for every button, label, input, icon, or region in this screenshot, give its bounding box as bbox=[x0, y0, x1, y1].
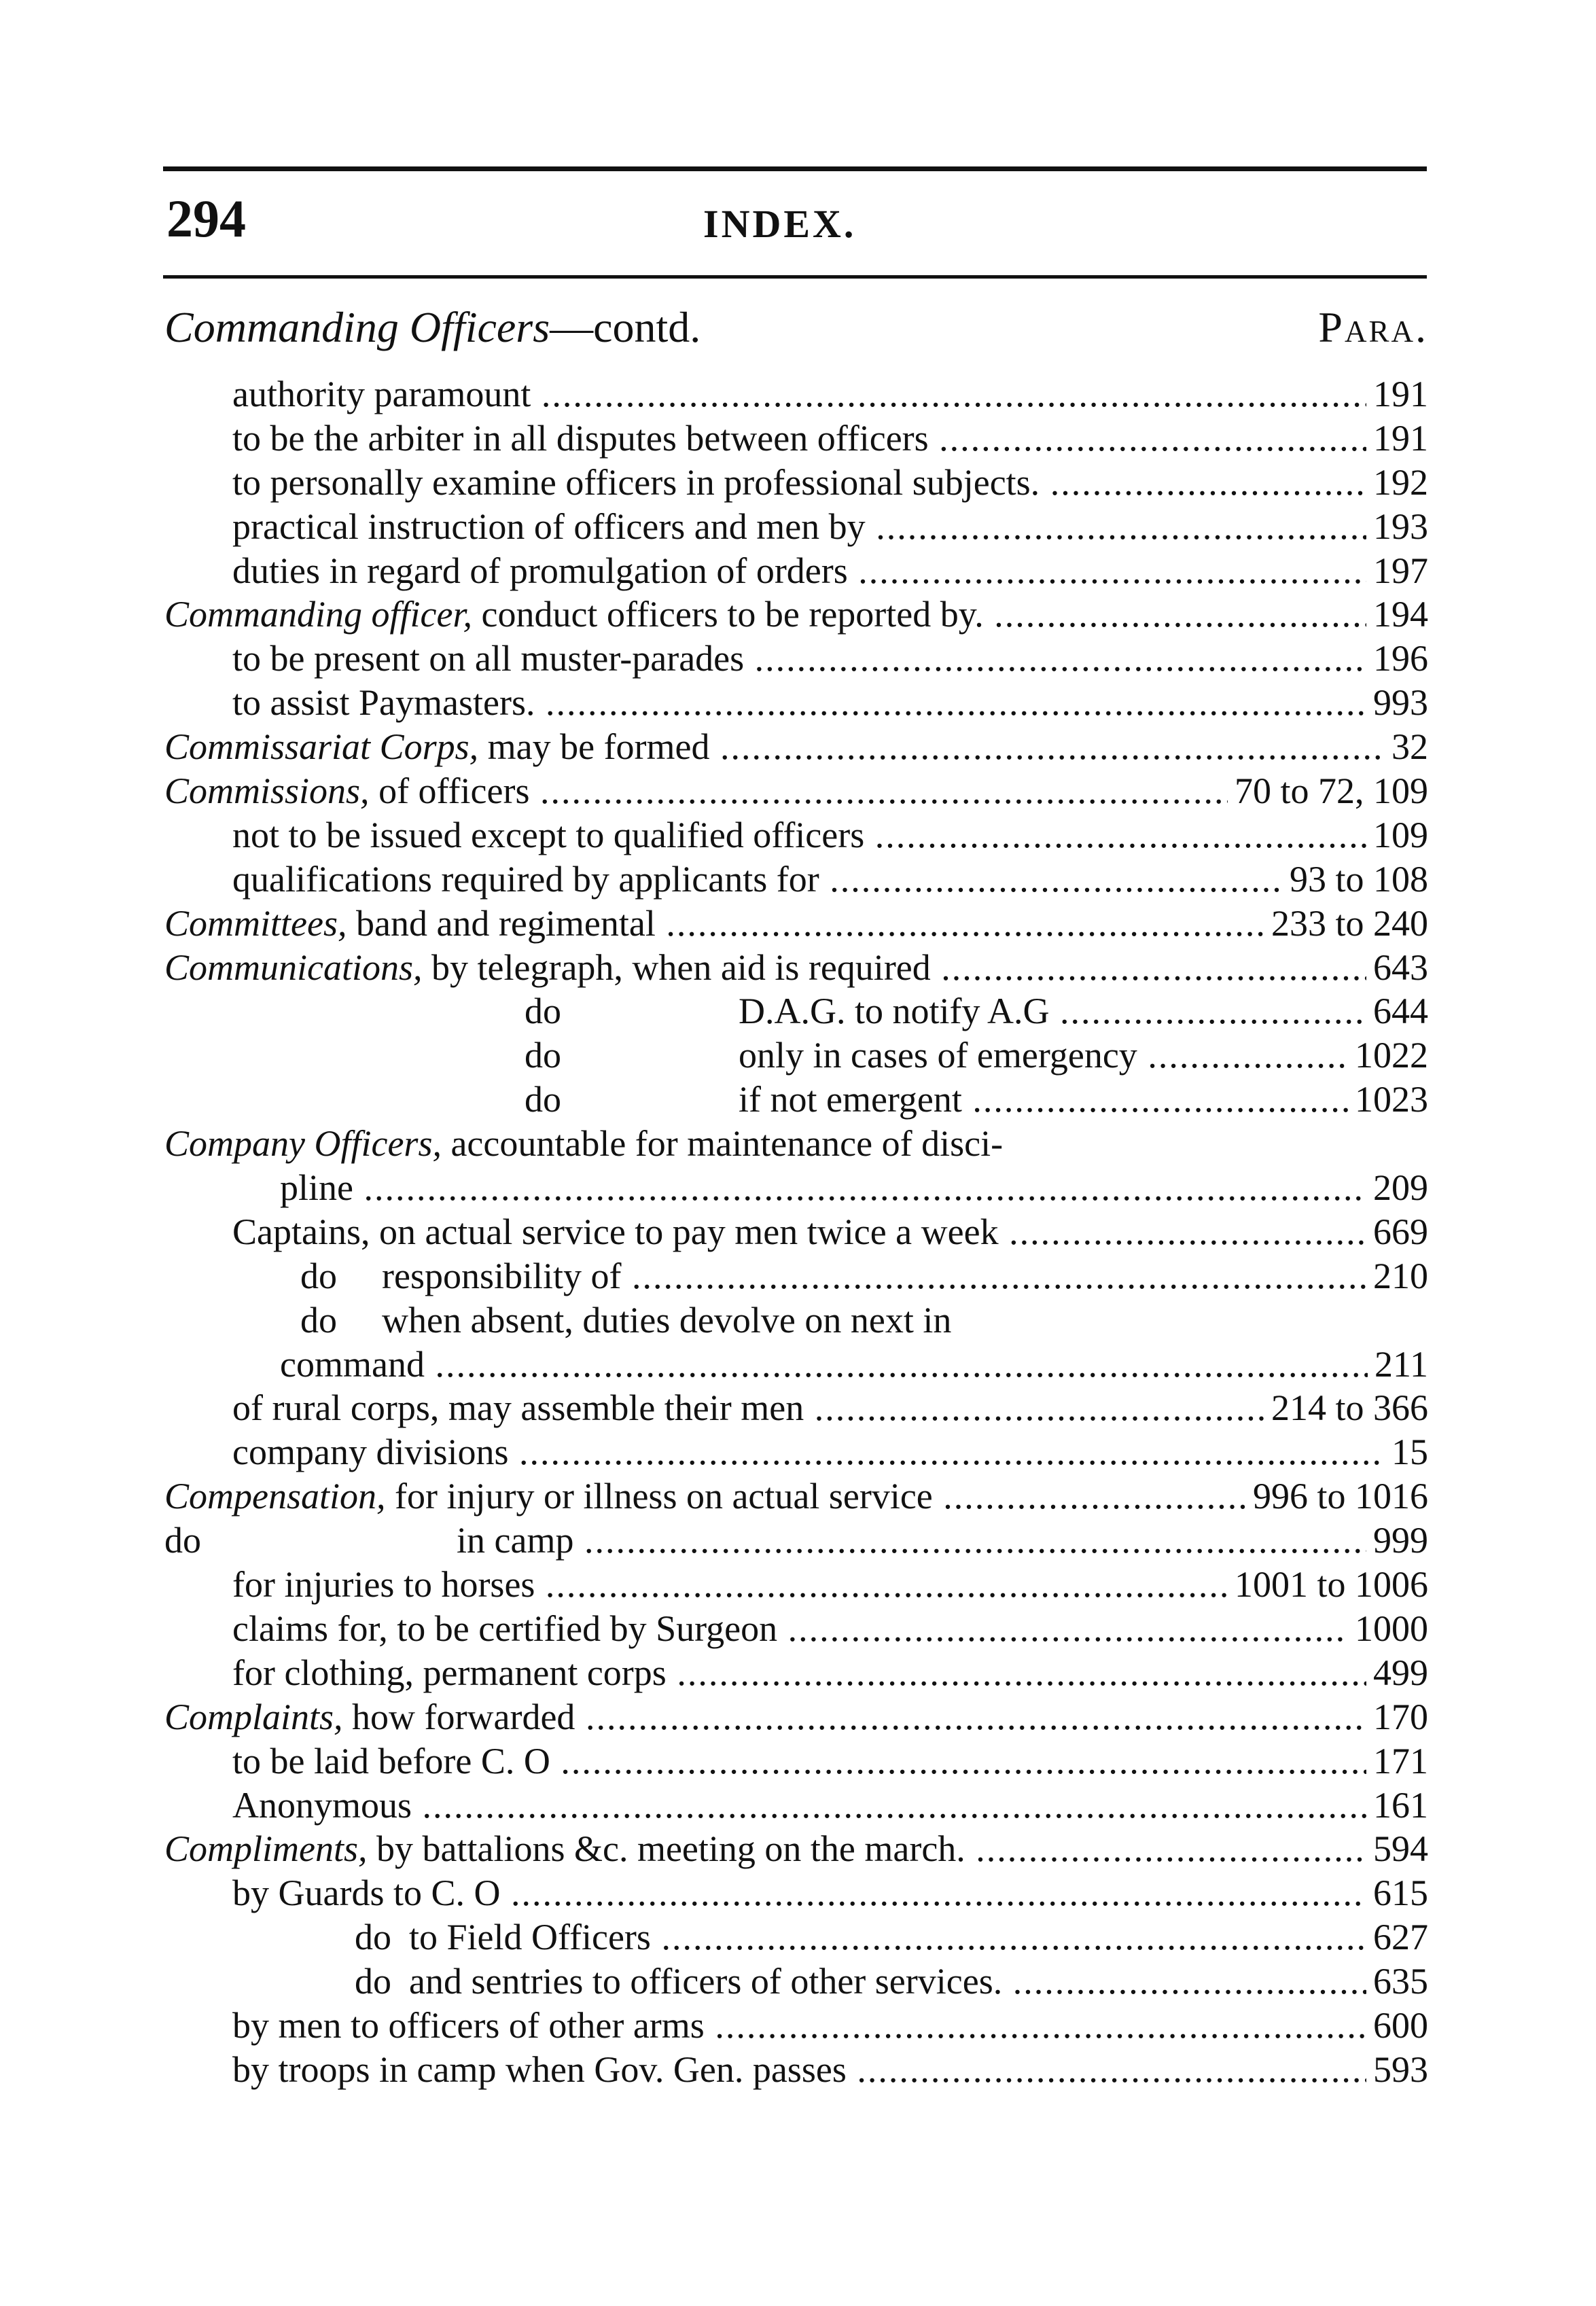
entry-label bbox=[164, 1827, 1428, 1871]
entry-text-continued: when absent, duties devolve on next in bbox=[382, 1299, 952, 1341]
section-heading-contd: —contd. bbox=[550, 303, 701, 351]
running-head: INDEX. bbox=[703, 202, 857, 246]
entry-text: accountable for maintenance of disci- bbox=[450, 1123, 1004, 1165]
index-entry bbox=[164, 1078, 1428, 1122]
entry-label bbox=[280, 1343, 1428, 1387]
entry-para-ref: 1022 bbox=[1348, 1033, 1428, 1078]
index-entry bbox=[164, 1915, 1428, 1959]
entry-heading: Compensation, bbox=[164, 1476, 395, 1517]
index-entry bbox=[164, 1563, 1428, 1607]
entry-para-ref: 191 bbox=[1366, 372, 1428, 416]
entry-text: by battalions &c. meeting on the march. bbox=[376, 1828, 965, 1870]
entry-label bbox=[232, 1607, 1428, 1651]
entry-label bbox=[232, 1739, 1428, 1784]
entry-para-ref: 1001 to 1006 bbox=[1228, 1563, 1428, 1607]
entry-text: to be present on all muster-parades bbox=[232, 638, 745, 679]
index-entry bbox=[164, 1254, 1428, 1298]
entry-text: may be formed bbox=[487, 726, 710, 768]
entry-text: practical instruction of officers and men by bbox=[232, 505, 866, 547]
top-rule bbox=[163, 166, 1427, 171]
entry-label bbox=[164, 725, 1428, 769]
entry-heading: Communications, bbox=[164, 946, 432, 988]
entry-para-ref: 499 bbox=[1366, 1651, 1428, 1695]
para-column-label: Para. bbox=[1318, 303, 1428, 351]
entry-text-continued: responsibility of bbox=[382, 1255, 622, 1296]
entry-text: for injuries to horses bbox=[232, 1564, 535, 1606]
entry-text-continued: D.A.G. to notify A.G bbox=[739, 991, 1050, 1032]
entry-para-ref: 32 bbox=[1385, 725, 1428, 769]
entry-text: to be the arbiter in all disputes between officers bbox=[232, 417, 929, 459]
entry-para-ref: 635 bbox=[1366, 1959, 1428, 2004]
entry-text-continued: in camp bbox=[457, 1520, 574, 1561]
entry-label bbox=[232, 2004, 1428, 2048]
entry-text: company divisions bbox=[232, 1432, 509, 1473]
section-heading bbox=[164, 294, 1428, 361]
entry-label bbox=[164, 902, 1428, 946]
entry-label bbox=[232, 2048, 1428, 2092]
page-number: 294 bbox=[166, 189, 246, 248]
entry-para-ref: 70 to 72, 109 bbox=[1228, 769, 1428, 813]
entry-text: by Guards to C. O bbox=[232, 1873, 501, 1914]
entry-label bbox=[232, 1651, 1428, 1695]
index-entry bbox=[164, 2004, 1428, 2048]
index-entry bbox=[164, 416, 1428, 461]
index-entry bbox=[164, 1122, 1428, 1166]
index-entry bbox=[164, 1739, 1428, 1784]
entry-label bbox=[280, 1166, 1428, 1210]
index-entry bbox=[164, 1298, 1428, 1343]
entry-label bbox=[232, 505, 1428, 549]
entry-text: band and regimental bbox=[355, 902, 656, 944]
entry-para-ref: 999 bbox=[1366, 1519, 1428, 1563]
index-entry bbox=[164, 1474, 1428, 1519]
entry-continuation bbox=[739, 989, 1428, 1033]
index-entry bbox=[164, 372, 1428, 416]
index-entry bbox=[164, 2048, 1428, 2092]
entry-para-ref: 627 bbox=[1366, 1915, 1428, 1959]
entry-text: by telegraph, when aid is required bbox=[431, 946, 931, 988]
entry-para-ref: 191 bbox=[1366, 416, 1428, 461]
entry-para-ref: 996 to 1016 bbox=[1246, 1474, 1428, 1519]
index-entry bbox=[164, 1827, 1428, 1871]
section-heading-title: Commanding Officers bbox=[164, 303, 550, 351]
entry-para-ref: 192 bbox=[1366, 461, 1428, 505]
index-entry bbox=[164, 461, 1428, 505]
entry-para-ref: 170 bbox=[1366, 1695, 1428, 1739]
entry-text: to personally examine officers in professional subjects. bbox=[232, 461, 1040, 503]
entry-text: do bbox=[300, 1255, 337, 1296]
entry-para-ref: 644 bbox=[1366, 989, 1428, 1033]
entry-text: claims for, to be certified by Surgeon bbox=[232, 1608, 778, 1649]
entry-para-ref: 669 bbox=[1366, 1210, 1428, 1254]
entry-para-ref: 193 bbox=[1366, 505, 1428, 549]
entry-para-ref: 594 bbox=[1366, 1827, 1428, 1871]
entry-para-ref: 194 bbox=[1366, 592, 1428, 637]
entry-text: do bbox=[525, 1035, 561, 1076]
entry-text: do bbox=[525, 991, 561, 1032]
entry-text: of officers bbox=[378, 770, 530, 812]
index-entry bbox=[164, 1695, 1428, 1739]
entry-text: by men to officers of other arms bbox=[232, 2004, 705, 2046]
entry-text-continued: only in cases of emergency bbox=[739, 1035, 1137, 1076]
entry-text: do bbox=[355, 1961, 391, 2002]
entry-text: to assist Paymasters. bbox=[232, 682, 535, 724]
entry-text: do bbox=[525, 1079, 561, 1120]
index-entry bbox=[164, 769, 1428, 813]
entry-para-ref: 196 bbox=[1366, 637, 1428, 681]
entry-para-ref: 210 bbox=[1366, 1254, 1428, 1298]
entry-text: Captains, on actual service to pay men twice a week bbox=[232, 1211, 999, 1252]
entry-text: command bbox=[280, 1343, 425, 1385]
entry-heading: Commanding officer, bbox=[164, 594, 482, 635]
entry-label bbox=[164, 592, 1428, 637]
entry-para-ref: 593 bbox=[1366, 2048, 1428, 2092]
entry-text: of rural corps, may assemble their men bbox=[232, 1387, 804, 1429]
entry-label bbox=[232, 1210, 1428, 1254]
entry-label bbox=[232, 813, 1428, 857]
index-entry bbox=[164, 637, 1428, 681]
entry-para-ref: 161 bbox=[1366, 1784, 1428, 1828]
index-entry bbox=[164, 1519, 1428, 1563]
entry-continuation bbox=[409, 1915, 1428, 1959]
entry-text: to be laid before C. O bbox=[232, 1740, 550, 1781]
index-entry bbox=[164, 681, 1428, 725]
entry-text: how forwarded bbox=[352, 1696, 575, 1737]
entry-label bbox=[164, 1474, 1428, 1519]
entry-label bbox=[232, 1784, 1428, 1828]
entry-para-ref: 993 bbox=[1366, 681, 1428, 725]
index-entry bbox=[164, 1871, 1428, 1915]
index-entry bbox=[164, 1210, 1428, 1254]
entry-heading: Compliments, bbox=[164, 1828, 377, 1870]
index-entry bbox=[164, 1959, 1428, 2004]
entry-label bbox=[164, 1695, 1428, 1739]
entry-label bbox=[232, 637, 1428, 681]
entry-heading: Commissions, bbox=[164, 770, 379, 812]
entry-para-ref: 214 to 366 bbox=[1264, 1386, 1428, 1430]
entry-label bbox=[232, 461, 1428, 505]
entry-continuation bbox=[409, 1959, 1428, 2004]
entry-continuation bbox=[382, 1254, 1428, 1298]
entry-text: do bbox=[355, 1917, 391, 1958]
entry-heading: Complaints, bbox=[164, 1696, 353, 1737]
index-entry bbox=[164, 1651, 1428, 1695]
header-rule bbox=[163, 275, 1427, 279]
entry-heading: Commissariat Corps, bbox=[164, 726, 488, 768]
entry-text-continued: and sentries to officers of other services. bbox=[409, 1961, 1003, 2002]
entry-para-ref: 109 bbox=[1366, 813, 1428, 857]
index-entry bbox=[164, 725, 1428, 769]
entry-label bbox=[232, 416, 1428, 461]
index-entry bbox=[164, 902, 1428, 946]
entry-label bbox=[232, 1430, 1428, 1474]
index-entry bbox=[164, 813, 1428, 857]
entry-para-ref: 615 bbox=[1366, 1871, 1428, 1915]
entry-para-ref: 197 bbox=[1366, 549, 1428, 593]
index-entry bbox=[164, 1386, 1428, 1430]
entry-label bbox=[232, 1386, 1428, 1430]
entry-text: not to be issued except to qualified officers bbox=[232, 814, 865, 855]
entry-label bbox=[232, 372, 1428, 416]
entry-para-ref: 1000 bbox=[1348, 1607, 1428, 1651]
entry-para-ref: 171 bbox=[1366, 1739, 1428, 1784]
entry-para-ref: 209 bbox=[1366, 1166, 1428, 1210]
entry-continuation bbox=[382, 1298, 1428, 1343]
entry-text: pline bbox=[280, 1167, 353, 1209]
entry-para-ref: 1023 bbox=[1348, 1078, 1428, 1122]
index-entry bbox=[164, 1166, 1428, 1210]
index-entry bbox=[164, 1607, 1428, 1651]
entry-para-ref: 93 to 108 bbox=[1283, 857, 1428, 902]
entry-label bbox=[232, 549, 1428, 593]
entry-para-ref: 643 bbox=[1366, 946, 1428, 990]
index-entry bbox=[164, 1430, 1428, 1474]
entry-text: conduct officers to be reported by. bbox=[481, 594, 984, 635]
entry-para-ref: 233 to 240 bbox=[1264, 902, 1428, 946]
entry-text: do bbox=[300, 1299, 337, 1341]
entry-label bbox=[232, 1871, 1428, 1915]
entry-para-ref: 211 bbox=[1368, 1343, 1428, 1387]
index-entry bbox=[164, 857, 1428, 902]
entry-label bbox=[232, 681, 1428, 725]
entry-text: by troops in camp when Gov. Gen. passes bbox=[232, 2048, 847, 2090]
entry-text-continued: if not emergent bbox=[739, 1079, 962, 1120]
entry-para-ref: 600 bbox=[1366, 2004, 1428, 2048]
entry-label bbox=[232, 857, 1428, 902]
entry-continuation bbox=[739, 1078, 1428, 1122]
index-entry bbox=[164, 946, 1428, 990]
index-entry bbox=[164, 505, 1428, 549]
index-entry bbox=[164, 592, 1428, 637]
entry-text-continued: to Field Officers bbox=[409, 1917, 651, 1958]
index-entry bbox=[164, 1784, 1428, 1828]
entry-text: duties in regard of promulgation of orders bbox=[232, 550, 848, 591]
entry-label bbox=[164, 946, 1428, 990]
index-entry bbox=[164, 989, 1428, 1033]
entry-text: for clothing, permanent corps bbox=[232, 1652, 667, 1693]
index-entry bbox=[164, 1033, 1428, 1078]
entry-heading: Company Officers, bbox=[164, 1123, 451, 1165]
entry-para-ref: 15 bbox=[1385, 1430, 1428, 1474]
entry-continuation bbox=[457, 1519, 1428, 1563]
entry-text: Anonymous bbox=[232, 1784, 412, 1826]
index-entry bbox=[164, 549, 1428, 593]
entry-continuation bbox=[739, 1033, 1428, 1078]
entry-text: authority paramount bbox=[232, 374, 531, 414]
index-entries bbox=[164, 372, 1428, 2092]
entry-heading: Committees, bbox=[164, 902, 356, 944]
entry-text: qualifications required by applicants for bbox=[232, 858, 819, 900]
entry-label bbox=[164, 1122, 1428, 1166]
index-entry bbox=[164, 1343, 1428, 1387]
entry-text: for injury or illness on actual service bbox=[395, 1476, 933, 1517]
entry-text: do bbox=[164, 1520, 201, 1561]
